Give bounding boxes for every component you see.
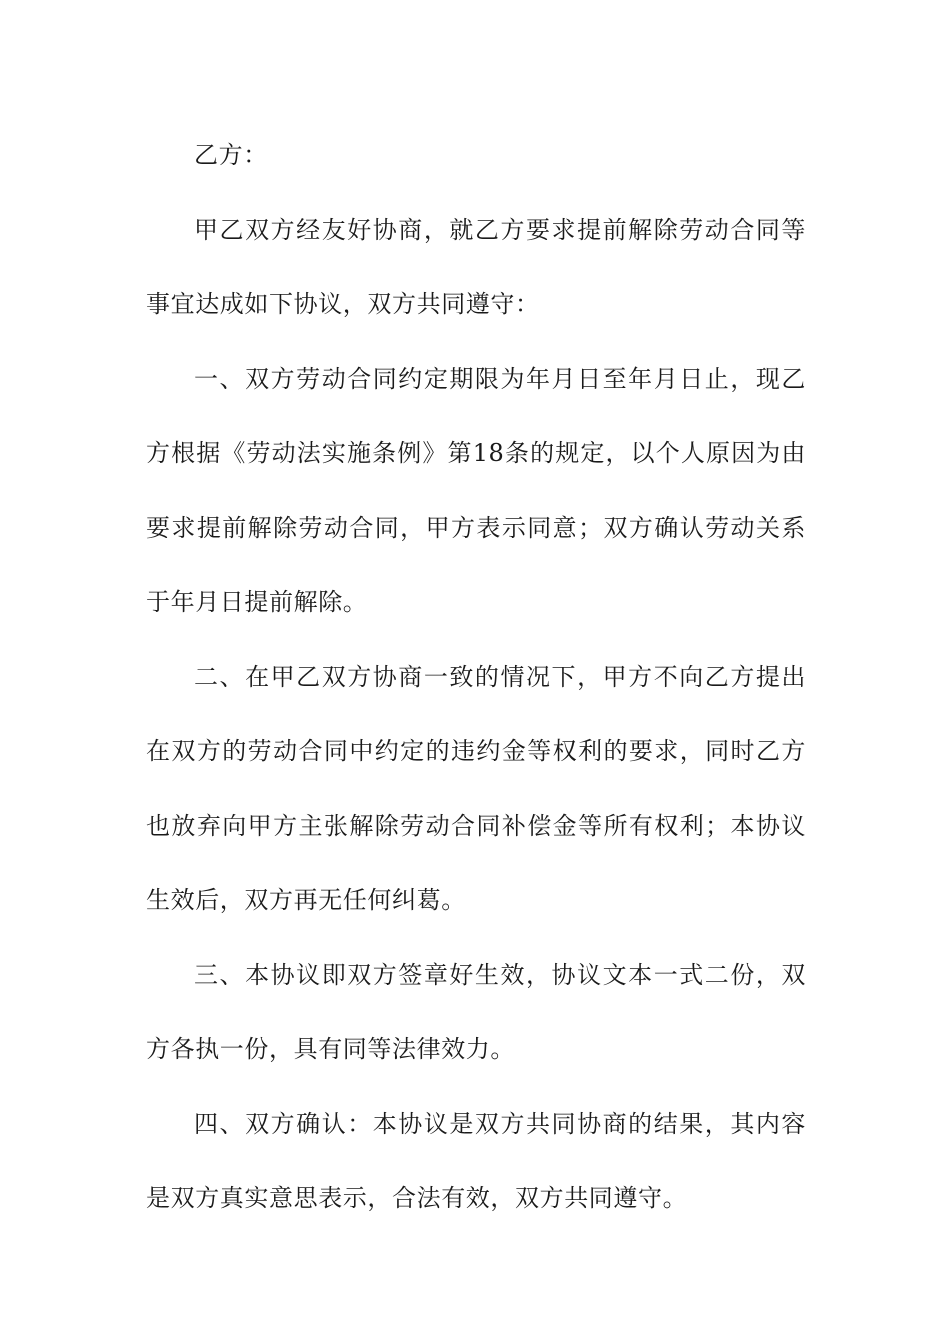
- clause-3: 三、本协议即双方签章好生效，协议文本一式二份，双方各执一份，具有同等法律效力。: [146, 960, 806, 1063]
- clause-4: 四、双方确认：本协议是双方共同协商的结果，其内容是双方真实意思表示，合法有效，双方共同遵守。: [146, 1109, 806, 1212]
- intro-paragraph: 甲乙双方经友好协商，就乙方要求提前解除劳动合同等事宜达成如下协议，双方共同遵守：: [146, 215, 806, 318]
- document-body: [146, 118, 806, 1236]
- party-b-label: 乙方：: [194, 141, 268, 169]
- clause-1: 一、双方劳动合同约定期限为年月日至年月日止，现乙方根据《劳动法实施条例》第18条的规定，以个人原因为由要求提前解除劳动合同，甲方表示同意；双方确认劳动关系于年月日提前解除。: [146, 364, 806, 616]
- clause-2: 二、在甲乙双方协商一致的情况下，甲方不向乙方提出在双方的劳动合同中约定的违约金等权利的要求，同时乙方也放弃向甲方主张解除劳动合同补偿金等所有权利；本协议生效后，双方再无任何纠葛。: [146, 662, 806, 914]
